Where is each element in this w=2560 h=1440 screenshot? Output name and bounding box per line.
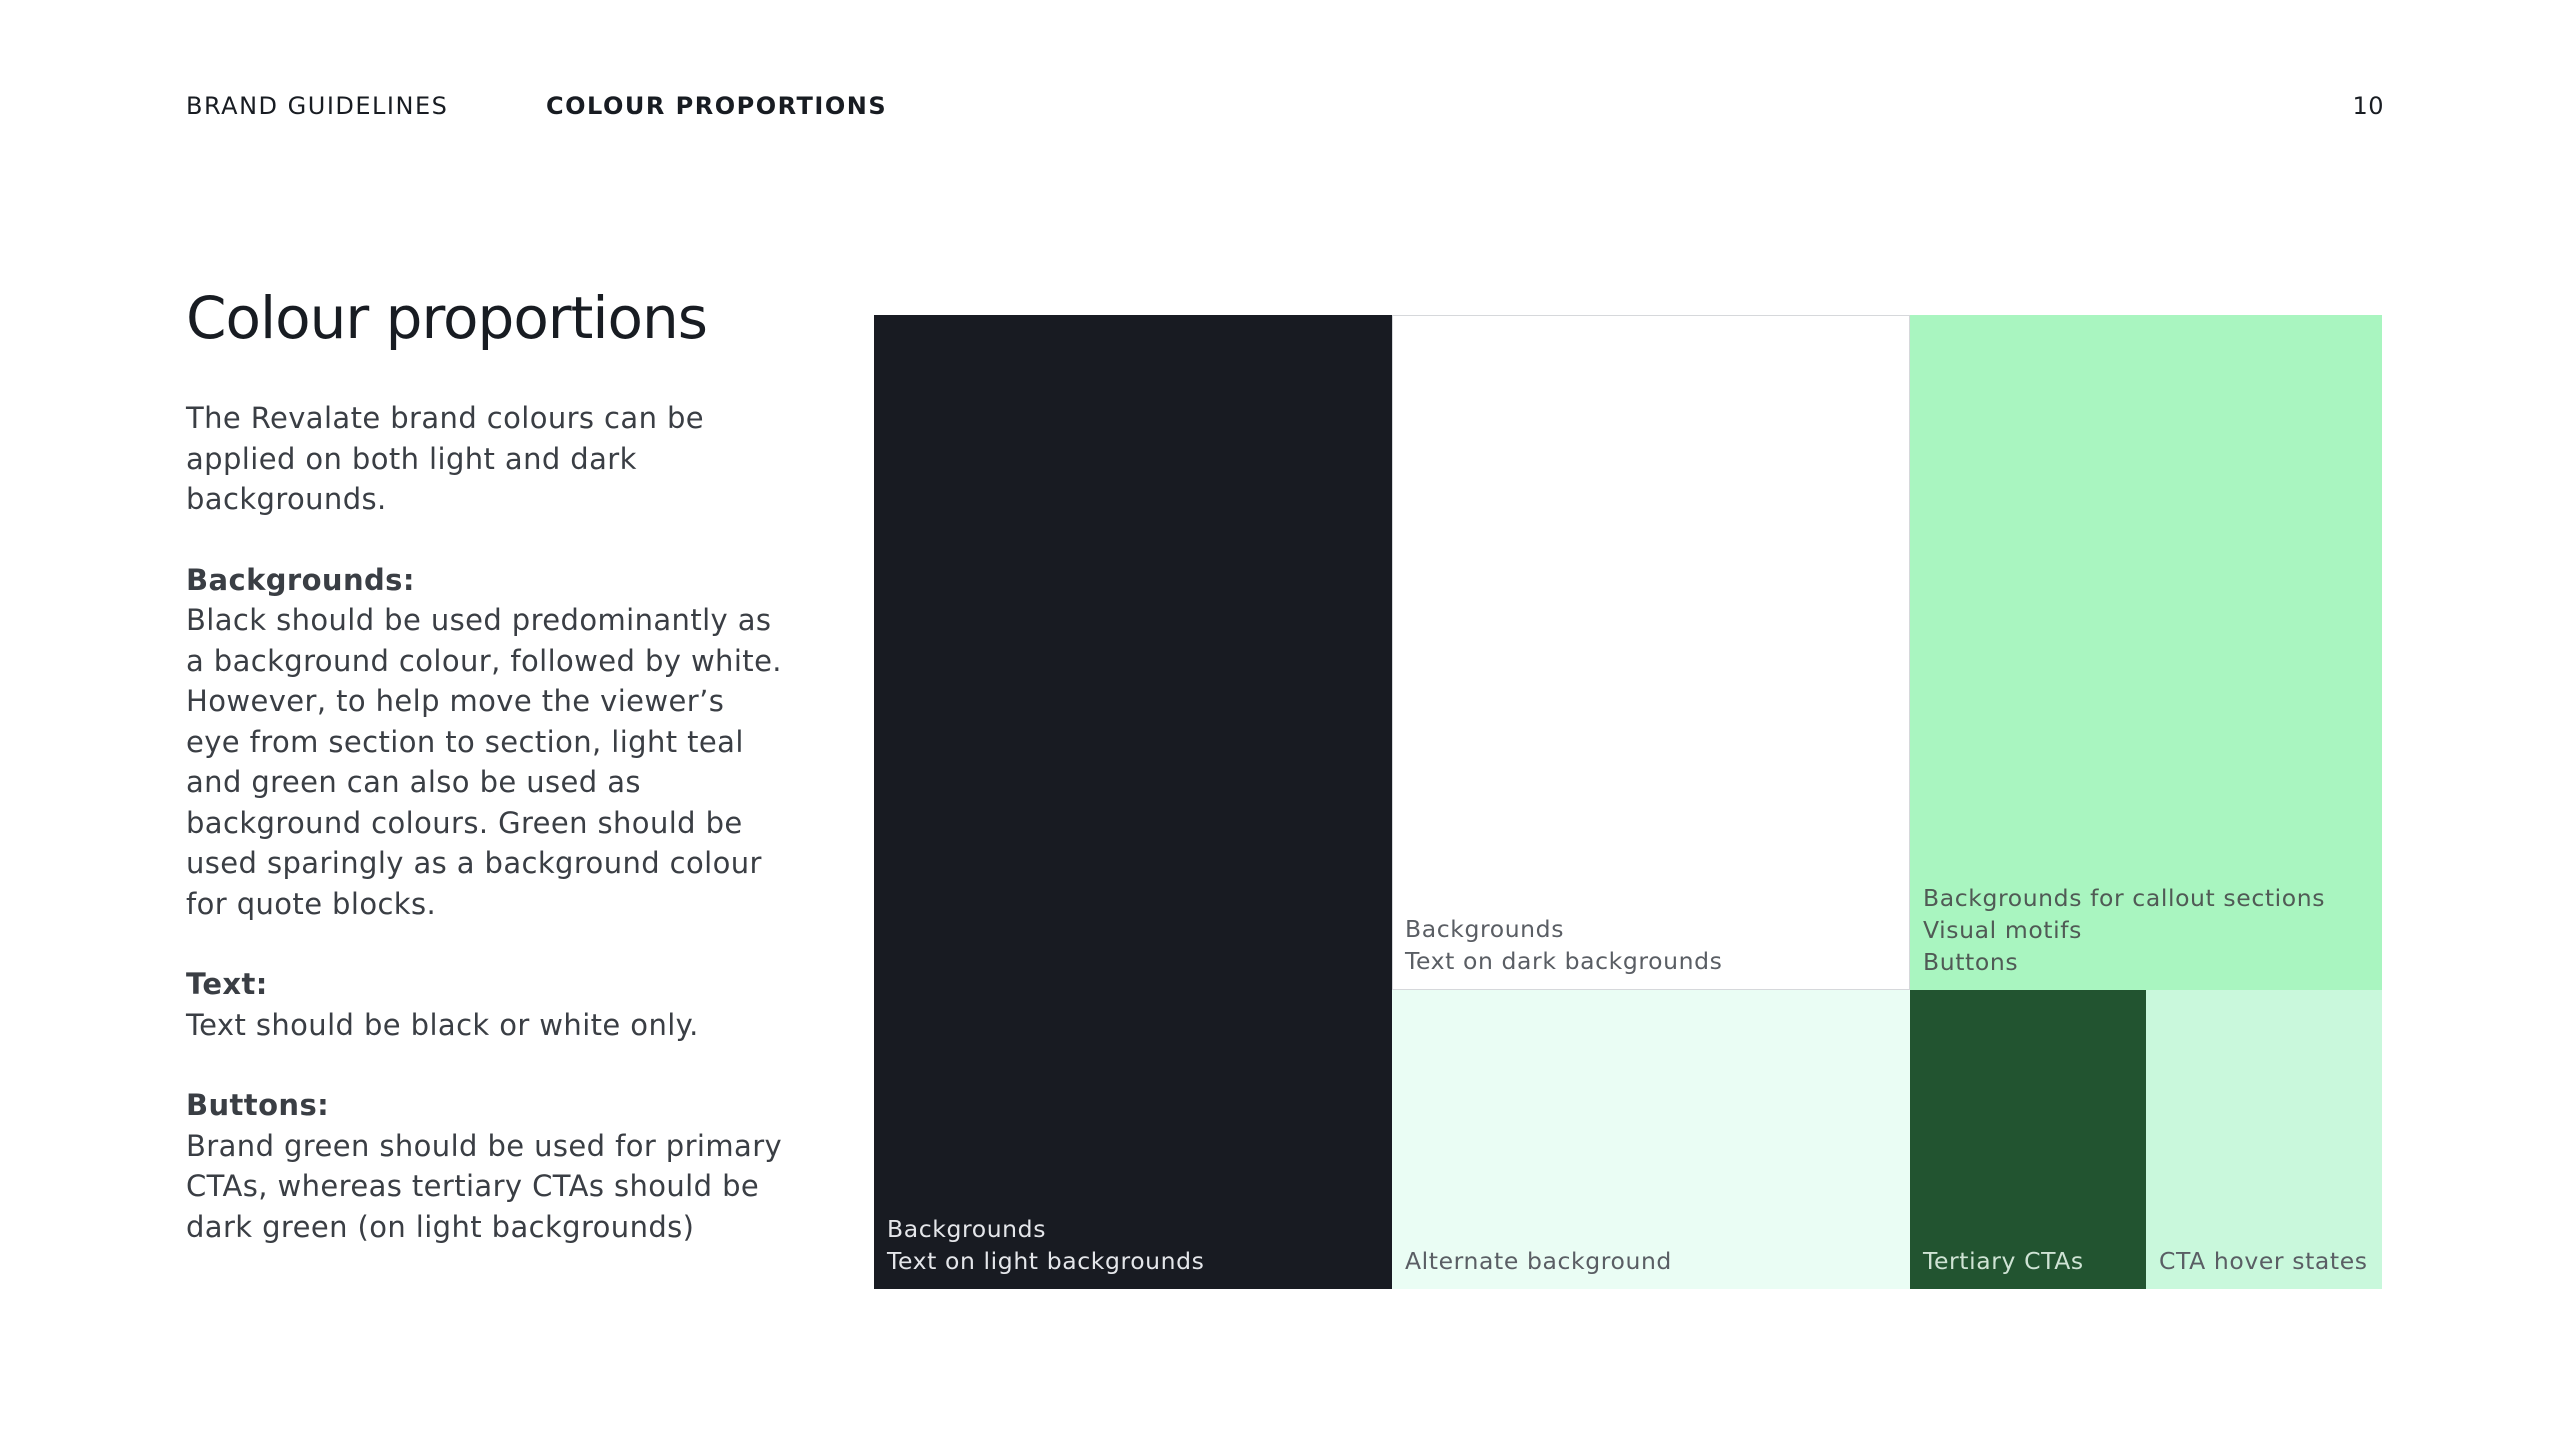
buttons-paragraph: [186, 1085, 786, 1247]
swatch-white-caption: [1405, 913, 1722, 977]
swatch-green-caption: [1923, 882, 2325, 978]
swatch-light-green-caption: [2159, 1245, 2368, 1277]
text-label: Text:: [186, 967, 268, 1001]
intro-paragraph: The Revalate brand colours can be applied on both light and dark backgrounds.: [186, 401, 705, 516]
swatch-light-green: [2146, 990, 2382, 1289]
text-paragraph: [186, 964, 786, 1045]
swatch-green-line-1: Backgrounds for callout sections: [1923, 884, 2326, 912]
header-section-label: BRAND GUIDELINES: [186, 92, 449, 120]
swatch-black-line-2: Text on light backgrounds: [887, 1247, 1205, 1275]
swatch-dark-green-line-1: Tertiary CTAs: [1923, 1247, 2084, 1275]
body-copy: [186, 398, 786, 1287]
swatch-black-caption: [887, 1213, 1205, 1277]
backgrounds-label: Backgrounds:: [186, 562, 415, 597]
swatch-white-line-2: Text on dark backgrounds: [1405, 947, 1723, 975]
swatch-black: [874, 315, 1392, 1289]
backgrounds-paragraph: [186, 560, 786, 925]
text-text: Text should be black or white only.: [186, 1007, 699, 1042]
swatch-brand-green: [1910, 315, 2382, 990]
swatch-white-line-1: Backgrounds: [1405, 915, 1565, 943]
page-title: Colour proportions: [186, 284, 707, 352]
buttons-label: Buttons:: [186, 1088, 330, 1122]
swatch-light-green-line-1: CTA hover states: [2159, 1247, 2368, 1275]
buttons-text: Brand green should be used for primary CTAs, whereas tertiary CTAs should be dark green (on light backgrounds): [186, 1128, 783, 1244]
swatch-teal-caption: [1405, 1245, 1672, 1277]
backgrounds-text: Black should be used predominantly as a background colour, followed by white. However, to help move the viewer’s eye from section to section, light teal and green can also be used as background colours. Green should be used sparingly as a background colour for quote blocks.: [186, 603, 782, 921]
swatch-green-line-3: Buttons: [1923, 948, 2019, 976]
swatch-dark-green: [1910, 990, 2146, 1289]
header-subsection-label: COLOUR PROPORTIONS: [546, 92, 888, 120]
swatch-light-teal: [1392, 990, 1910, 1289]
swatch-white: [1392, 315, 1910, 990]
page-number: 10: [2352, 92, 2384, 120]
swatch-black-line-1: Backgrounds: [887, 1215, 1047, 1243]
swatch-teal-line-1: Alternate background: [1405, 1247, 1672, 1275]
swatch-dark-green-caption: [1923, 1245, 2084, 1277]
swatch-green-line-2: Visual motifs: [1923, 916, 2082, 944]
